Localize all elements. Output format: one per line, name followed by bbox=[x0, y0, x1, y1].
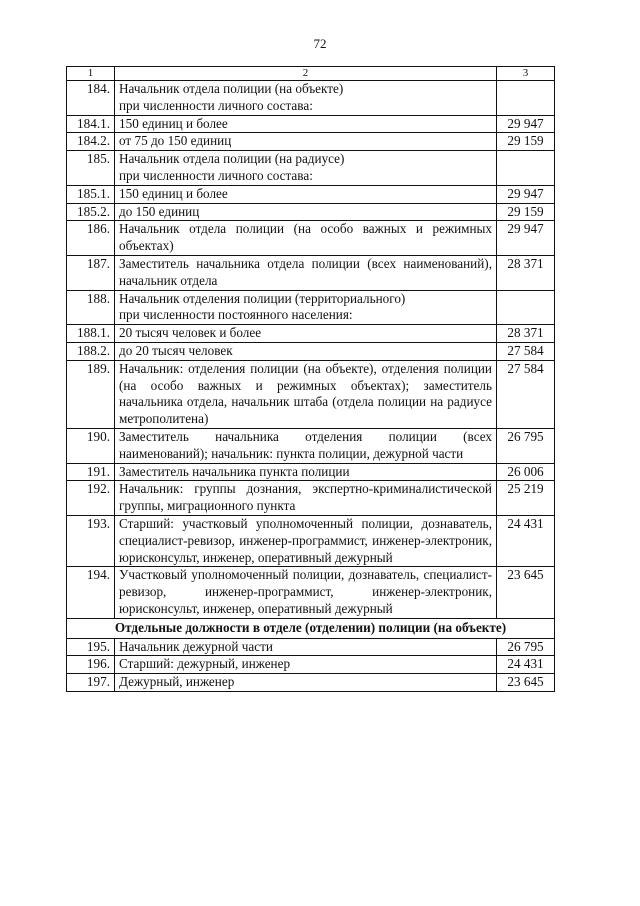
row-description: Начальник: отделения полиции (на объекте), отделения полиции (на особо важных и режимных объектах); заместитель начальника отдела, начальник штаба (отдела полиции на радиусе метрополитена) bbox=[115, 360, 497, 428]
row-description bbox=[115, 151, 497, 186]
row-number: 189. bbox=[67, 360, 115, 428]
table-row bbox=[67, 674, 555, 692]
row-description: Начальник: группы дознания, экспертно-криминалистической группы, миграционного пункта bbox=[115, 481, 497, 516]
row-description bbox=[115, 203, 497, 221]
row-value: 24 431 bbox=[497, 656, 555, 674]
section-title: Отдельные должности в отделе (отделении) полиции (на объекте) bbox=[67, 618, 555, 638]
table-row bbox=[67, 515, 555, 566]
table-row bbox=[67, 115, 555, 133]
table-row bbox=[67, 203, 555, 221]
table-row bbox=[67, 428, 555, 463]
row-value: 25 219 bbox=[497, 481, 555, 516]
row-description bbox=[115, 638, 497, 656]
row-value: 28 371 bbox=[497, 255, 555, 290]
row-description bbox=[115, 325, 497, 343]
description-line: при численности личного состава: bbox=[119, 97, 313, 113]
row-description: Старший: участковый уполномоченный полиции, дознаватель, специалист-ревизор, инженер-программист, инженер-электроник, юрисконсульт, инженер, оперативный дежурный bbox=[115, 515, 497, 566]
row-number: 187. bbox=[67, 255, 115, 290]
header-row bbox=[67, 67, 555, 81]
row-number: 184. bbox=[67, 81, 115, 116]
row-description bbox=[115, 463, 497, 481]
description-line: при численности личного состава: bbox=[119, 167, 313, 183]
row-value: 27 584 bbox=[497, 342, 555, 360]
row-number: 185. bbox=[67, 151, 115, 186]
row-description bbox=[115, 674, 497, 692]
description-line: Начальник отдела полиции (на объекте) bbox=[119, 81, 344, 96]
section-row bbox=[67, 618, 555, 638]
row-number: 191. bbox=[67, 463, 115, 481]
description-line: при численности постоянного населения: bbox=[119, 307, 353, 323]
row-number: 193. bbox=[67, 515, 115, 566]
row-number: 185.2. bbox=[67, 203, 115, 221]
row-description: Заместитель начальника отдела полиции (всех наименований), начальник отдела bbox=[115, 255, 497, 290]
row-value: 24 431 bbox=[497, 515, 555, 566]
table-row bbox=[67, 481, 555, 516]
row-description: Участковый уполномоченный полиции, дознаватель, специалист-ревизор, инженер-программист, инженер-электроник, юрисконсульт, инженер, оперативный дежурный bbox=[115, 567, 497, 618]
row-number: 188.1. bbox=[67, 325, 115, 343]
row-value: 26 006 bbox=[497, 463, 555, 481]
row-description bbox=[115, 656, 497, 674]
table-row bbox=[67, 290, 555, 325]
description-line: 150 единиц и более bbox=[119, 185, 228, 201]
row-number: 197. bbox=[67, 674, 115, 692]
row-value: 29 159 bbox=[497, 133, 555, 151]
description-line: Начальник дежурной части bbox=[119, 638, 273, 654]
description-line: Дежурный, инженер bbox=[119, 674, 235, 690]
row-value bbox=[497, 151, 555, 186]
header-col-3: 3 bbox=[497, 67, 555, 81]
table-body bbox=[67, 81, 555, 692]
row-value: 26 795 bbox=[497, 638, 555, 656]
table-row bbox=[67, 151, 555, 186]
row-number: 188.2. bbox=[67, 342, 115, 360]
description-line: Начальник отделения полиции (территориального) bbox=[119, 290, 406, 306]
row-description bbox=[115, 185, 497, 203]
description-line: 150 единиц и более bbox=[119, 115, 228, 131]
row-number: 196. bbox=[67, 656, 115, 674]
row-description bbox=[115, 290, 497, 325]
table-row bbox=[67, 567, 555, 618]
row-value: 29 947 bbox=[497, 185, 555, 203]
table-row bbox=[67, 133, 555, 151]
salary-table bbox=[66, 66, 555, 692]
row-description bbox=[115, 115, 497, 133]
row-value: 23 645 bbox=[497, 567, 555, 618]
row-value: 29 947 bbox=[497, 115, 555, 133]
header-col-2: 2 bbox=[115, 67, 497, 81]
description-line: Заместитель начальника пункта полиции bbox=[119, 463, 350, 479]
table-row bbox=[67, 81, 555, 116]
row-number: 194. bbox=[67, 567, 115, 618]
page-number: 72 bbox=[313, 36, 327, 51]
row-value: 23 645 bbox=[497, 674, 555, 692]
row-number: 186. bbox=[67, 221, 115, 256]
table-row bbox=[67, 360, 555, 428]
description-line: Начальник отдела полиции (на радиусе) bbox=[119, 151, 345, 167]
row-number: 190. bbox=[67, 428, 115, 463]
description-line: от 75 до 150 единиц bbox=[119, 133, 232, 149]
row-number: 184.2. bbox=[67, 133, 115, 151]
table-row bbox=[67, 221, 555, 256]
row-number: 195. bbox=[67, 638, 115, 656]
row-value bbox=[497, 81, 555, 116]
row-value bbox=[497, 290, 555, 325]
header-col-1: 1 bbox=[67, 67, 115, 81]
table-row bbox=[67, 185, 555, 203]
row-number: 184.1. bbox=[67, 115, 115, 133]
row-description: Начальник отдела полиции (на особо важных и режимных объектах) bbox=[115, 221, 497, 256]
description-line: Старший: дежурный, инженер bbox=[119, 656, 291, 672]
row-number: 192. bbox=[67, 481, 115, 516]
row-value: 29 159 bbox=[497, 203, 555, 221]
table-row bbox=[67, 255, 555, 290]
table-row bbox=[67, 656, 555, 674]
table-row bbox=[67, 638, 555, 656]
description-line: до 150 единиц bbox=[119, 203, 200, 219]
row-description bbox=[115, 133, 497, 151]
row-description bbox=[115, 81, 497, 116]
row-value: 26 795 bbox=[497, 428, 555, 463]
row-description: Заместитель начальника отделения полиции (всех наименований); начальник: пункта полиции, дежурной части bbox=[115, 428, 497, 463]
row-number: 188. bbox=[67, 290, 115, 325]
row-number: 185.1. bbox=[67, 185, 115, 203]
table-row bbox=[67, 342, 555, 360]
description-line: 20 тысяч человек и более bbox=[119, 325, 262, 341]
row-description bbox=[115, 342, 497, 360]
row-value: 27 584 bbox=[497, 360, 555, 428]
description-line: до 20 тысяч человек bbox=[119, 342, 233, 358]
table-row bbox=[67, 463, 555, 481]
table-row bbox=[67, 325, 555, 343]
row-value: 28 371 bbox=[497, 325, 555, 343]
row-value: 29 947 bbox=[497, 221, 555, 256]
